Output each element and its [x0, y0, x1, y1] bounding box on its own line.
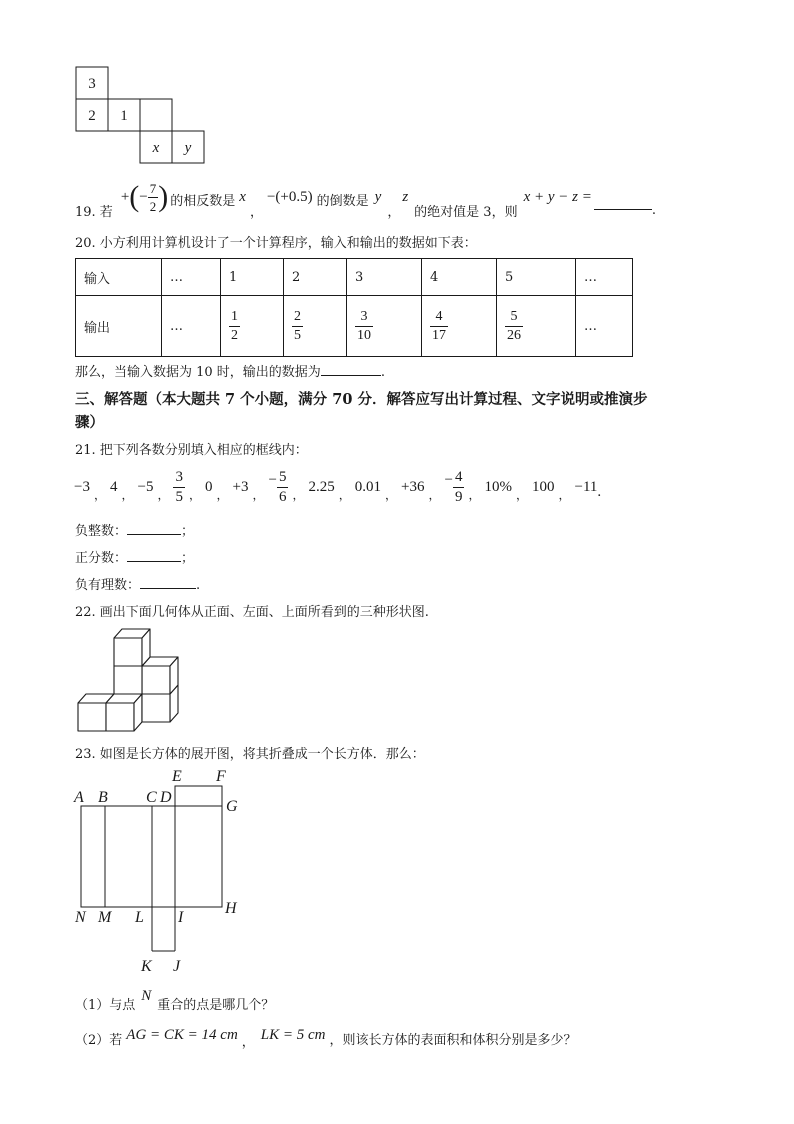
io-table-cell: $\frac{1}{2}$	[221, 296, 284, 357]
io-table-cell: $\frac{5}{26}$	[497, 296, 576, 357]
point-label-A: A	[74, 789, 84, 806]
q21-negative-rationals-line: 负有理数： .	[75, 578, 201, 593]
box-net-figure	[70, 764, 260, 980]
point-label-I: I	[178, 909, 184, 926]
point-label-L: L	[135, 909, 144, 926]
io-table-cell: $\frac{4}{17}$	[422, 296, 497, 357]
grid-cell: y	[184, 140, 192, 156]
io-table-cell: 4	[422, 259, 497, 296]
io-table-cell: 3	[347, 259, 422, 296]
question-19: 19. 若 + ( − $\frac{7}{2}$ ) 的相反数是 x ， −(+0.5) 的倒数是 y ， z 的绝对值是 3，则 x + y − z = .	[75, 180, 656, 220]
question-21-text: 21. 把下列各数分别填入相应的框线内：	[75, 443, 308, 458]
question-22-text: 22. 画出下面几何体从正面、左面、上面所看到的三种形状图.	[75, 605, 429, 620]
io-table-cell: …	[162, 296, 221, 357]
io-table	[75, 258, 633, 357]
io-table-cell: 输出	[76, 296, 162, 357]
q21-blank-negative-integers[interactable]	[127, 534, 181, 535]
q19-text-2: 的倒数是	[316, 193, 369, 209]
io-table-cell: …	[162, 259, 221, 296]
q23-subquestion-2: （2）若 AG = CK = 14 cm ， LK = 5 cm ，则该长方体的表面积和体积分别是多少？	[75, 1026, 577, 1050]
q21-number-list: −3 ， 4 ， −5 ， $\frac{3}{5}$ ， 0 ， +3 ， − $\frac{5}{6}$ ， 2.25 ， 0.01 ， +36 ， − $\frac{4}{9}$ ， 10% ， 100 ， −11 .	[74, 468, 602, 505]
point-label-C: C	[146, 789, 157, 806]
point-label-H: H	[225, 900, 237, 917]
q19-expr3: x + y − z =	[523, 188, 592, 205]
q21-negative-integers-line: 负整数： ；	[75, 524, 195, 539]
q19-text-3: 的绝对值是 3，则	[414, 204, 518, 220]
point-label-N: N	[75, 909, 86, 926]
q19-var-y: y	[374, 188, 382, 205]
point-label-B: B	[98, 789, 108, 806]
q19-expr2: −(+0.5)	[266, 188, 313, 205]
question-20-followup: 那么，当输入数据为 10 时，输出的数据为 .	[75, 365, 385, 380]
io-table-cell: 1	[221, 259, 284, 296]
grid-cell: 3	[88, 76, 96, 92]
q20-answer-blank[interactable]	[321, 375, 381, 376]
q19-answer-blank[interactable]	[594, 209, 652, 210]
io-table-cell: $\frac{3}{10}$	[347, 296, 422, 357]
section-heading-cont: 骤）	[75, 414, 104, 431]
question-20-text: 20. 小方利用计算机设计了一个计算程序，输入和输出的数据如下表：	[75, 236, 477, 251]
q19-var-x: x	[239, 188, 246, 205]
q19-var-z: z	[402, 188, 409, 205]
q21-blank-negative-rationals[interactable]	[140, 588, 196, 589]
point-label-G: G	[226, 798, 238, 815]
point-label-J: J	[173, 958, 181, 975]
point-label-K: K	[141, 958, 152, 975]
point-label-E: E	[172, 768, 182, 785]
question-23-text: 23. 如图是长方体的展开图，将其折叠成一个长方体．那么：	[75, 747, 425, 762]
io-table-cell: $\frac{2}{5}$	[284, 296, 347, 357]
q19-number: 19. 若	[75, 204, 113, 220]
io-table-cell: …	[576, 259, 633, 296]
grid-cell: 2	[88, 108, 96, 124]
io-table-cell: …	[576, 296, 633, 357]
cube-stack-figure	[72, 622, 190, 734]
point-label-F: F	[216, 768, 226, 785]
section-heading: 三、解答题（本大题共 7 个小题，满分 70 分．解答应写出计算过程、文字说明或推演步	[75, 391, 648, 408]
io-table-cell: 2	[284, 259, 347, 296]
grid-cell: 1	[120, 108, 128, 124]
io-table-cell: 输入	[76, 259, 162, 296]
io-table-cell: 5	[497, 259, 576, 296]
point-label-M: M	[98, 909, 112, 926]
number-grid-figure	[70, 62, 215, 166]
grid-cell: x	[152, 140, 160, 156]
point-label-D: D	[160, 789, 172, 806]
q19-text-1: 的相反数是	[170, 193, 236, 209]
q19-expr1: + ( − $\frac{7}{2}$ )	[120, 180, 169, 214]
q21-blank-positive-fractions[interactable]	[127, 561, 181, 562]
q21-positive-fractions-line: 正分数： ；	[75, 551, 195, 566]
q23-subquestion-1: （1）与点 N 重合的点是哪几个？	[75, 987, 275, 1013]
